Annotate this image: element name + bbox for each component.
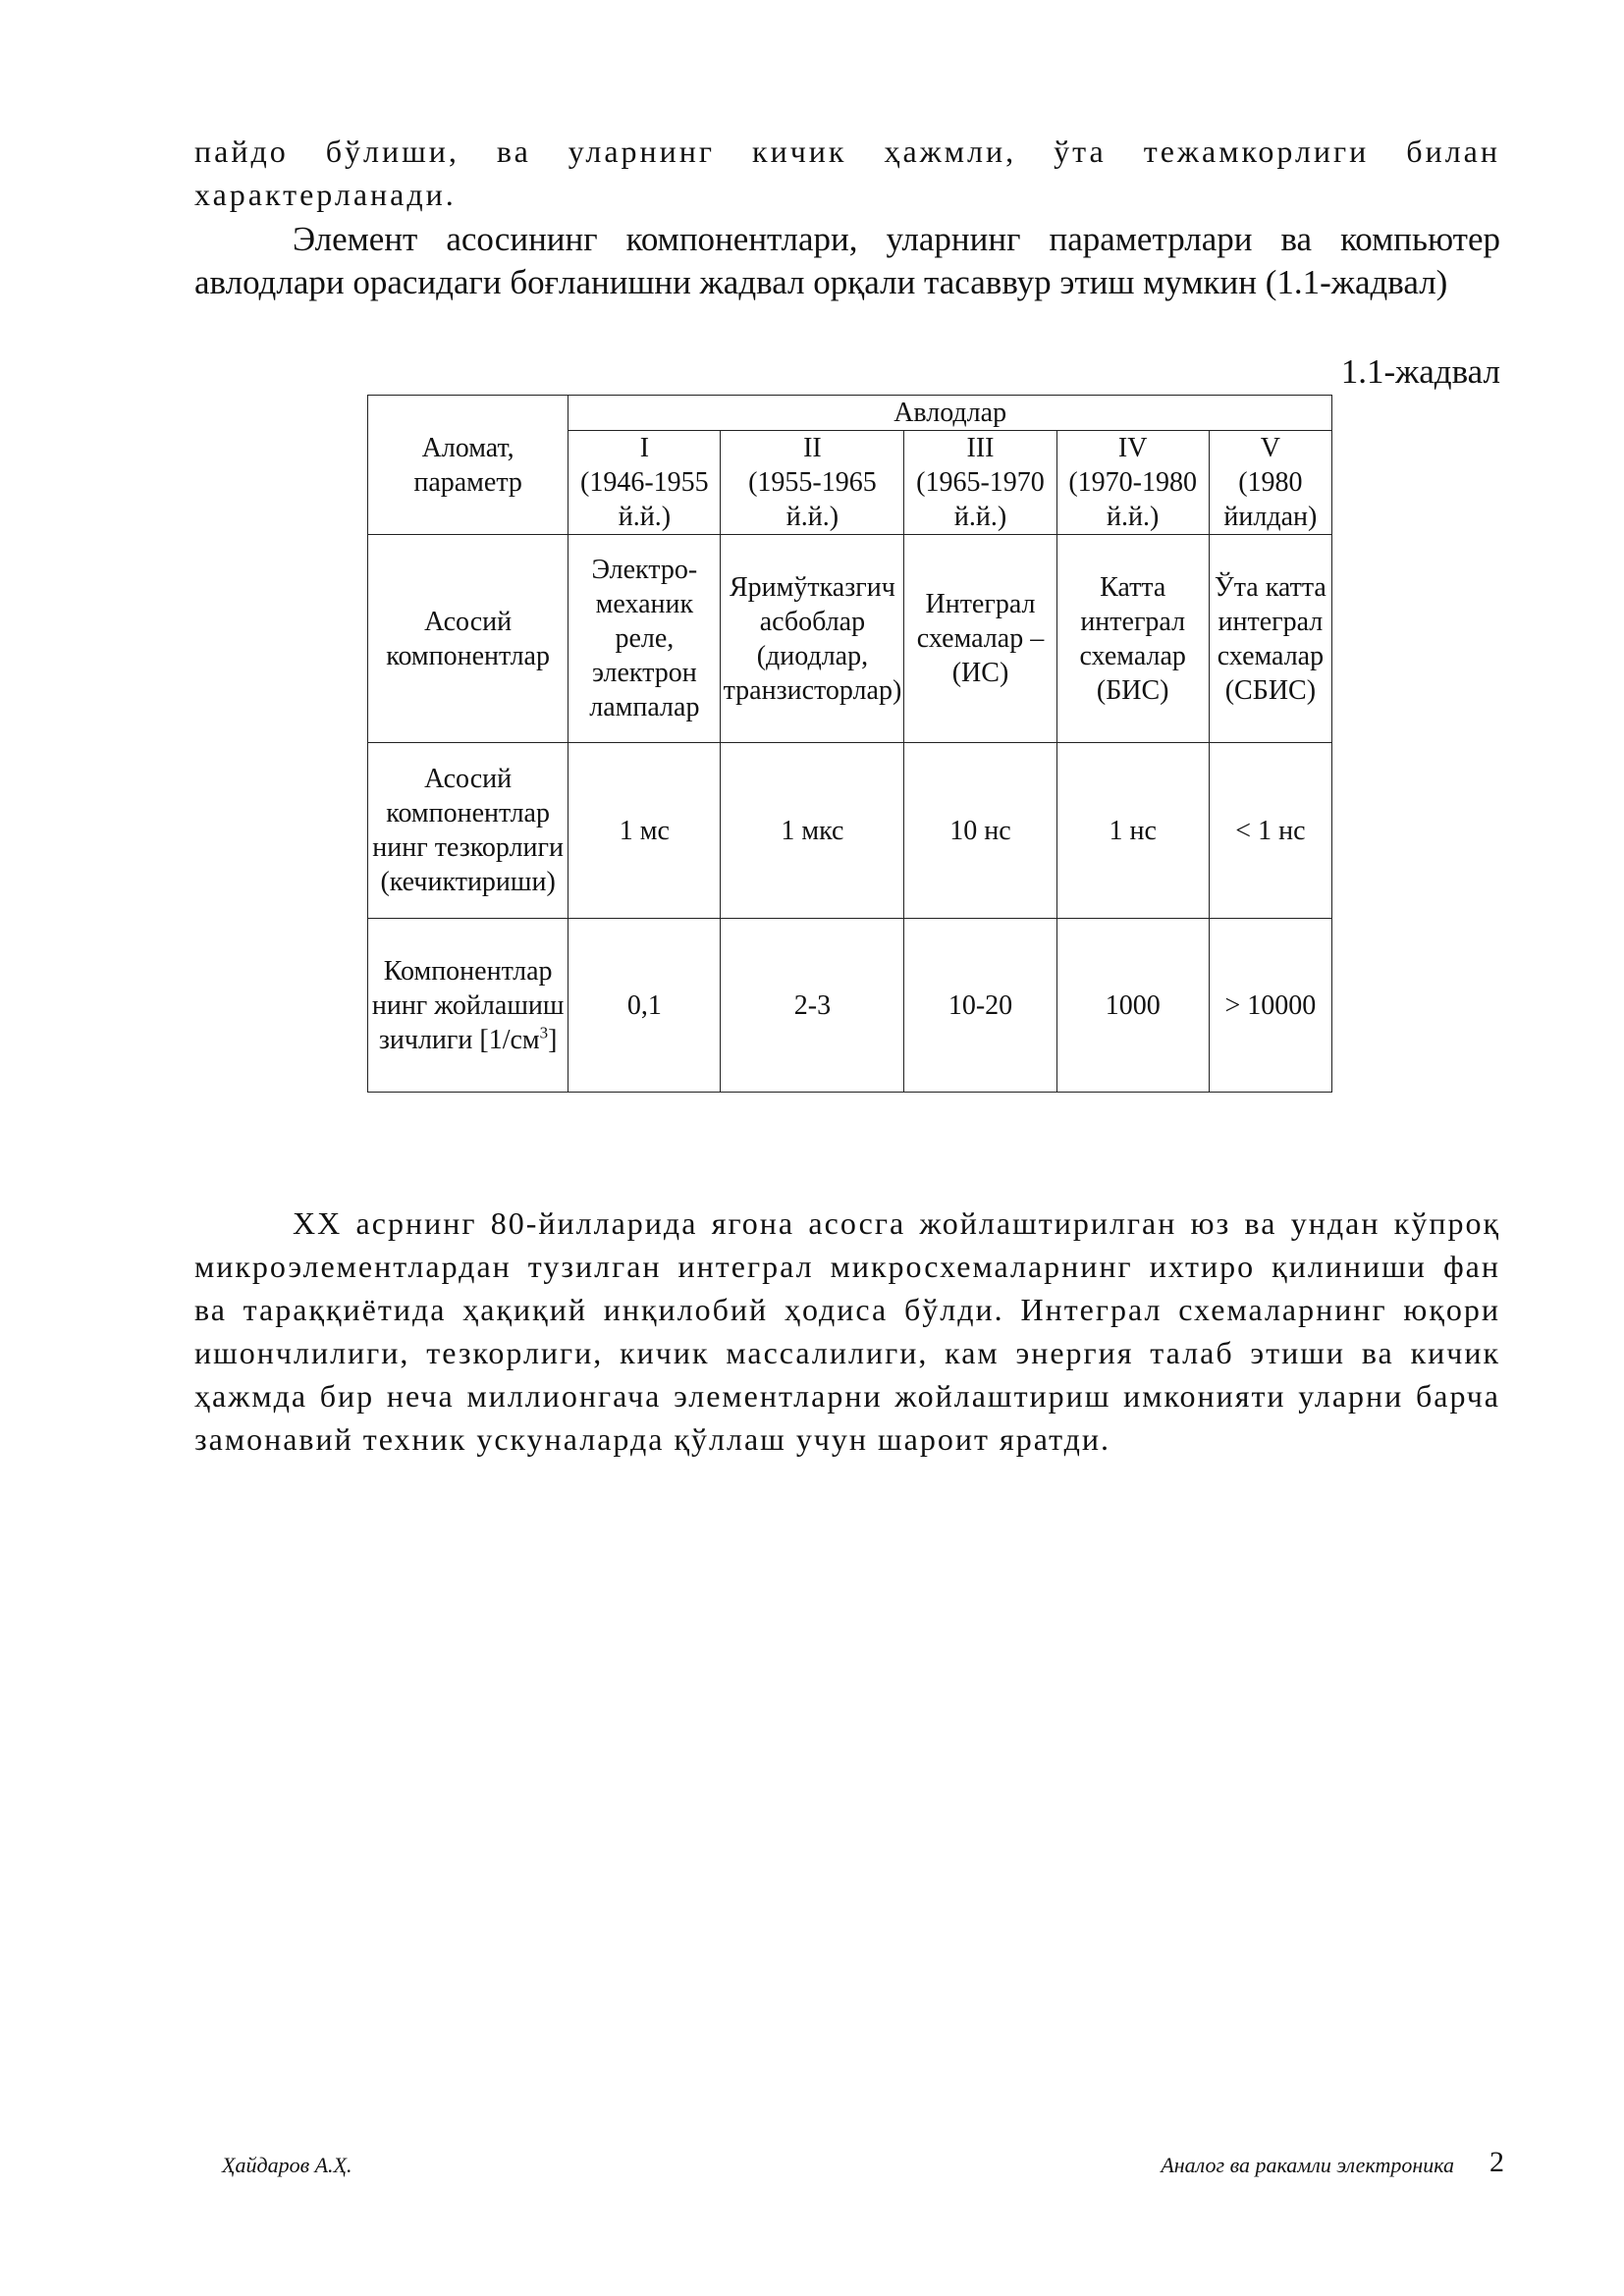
table-cell: 0,1	[568, 919, 721, 1093]
row-label-bracket: ]	[548, 1024, 558, 1055]
generation-years: (1980 йилдан)	[1223, 467, 1318, 532]
table-cell: Электро-механик реле, электрон лампалар	[568, 535, 721, 743]
generation-numeral: V	[1260, 433, 1281, 463]
generations-table	[367, 395, 1332, 1093]
generation-numeral: I	[639, 433, 650, 463]
table-cell: Ўта катта интеграл схемалар (СБИС)	[1209, 535, 1331, 743]
table-cell: Интеграл схемалар – (ИС)	[904, 535, 1056, 743]
generation-years: (1965-1970 й.й.)	[916, 467, 1045, 532]
row-label-cell	[368, 919, 568, 1093]
row-label-cell: Асосий компонентлар	[368, 535, 568, 743]
page-number: 2	[1489, 2146, 1504, 2178]
row-label-cell: Асосий компонентлар нинг тезкорлиги (кечиктириши)	[368, 743, 568, 919]
generation-header-cell	[721, 431, 904, 535]
table-cell: 1 мс	[568, 743, 721, 919]
table-header-row	[368, 396, 1332, 431]
footer-author: Ҳайдаров А.Ҳ.	[222, 2153, 352, 2177]
table-cell: Яримўтказгич асбоблар (диодлар, транзисторлар)	[721, 535, 904, 743]
generation-numeral: III	[966, 433, 995, 463]
table-row	[368, 919, 1332, 1093]
param-header-cell: Аломат, параметр	[368, 396, 568, 535]
generation-years: (1946-1955 й.й.)	[580, 467, 709, 532]
generation-numeral: IV	[1117, 433, 1148, 463]
generation-numeral: II	[803, 433, 822, 463]
table-caption: 1.1-жадвал	[1340, 352, 1500, 391]
paragraph-top: пайдо бўлиши, ва уларнинг кичик ҳажмли, ўта тежамкорлиги билан характерланади.	[194, 133, 1500, 212]
table-cell: 10-20	[904, 919, 1056, 1093]
table-cell: 1000	[1056, 919, 1209, 1093]
row-label-text: Компонентлар нинг жойлашиш зичлиги [1/см	[371, 955, 565, 1055]
table-cell: 1 мкс	[721, 743, 904, 919]
generations-header-cell: Авлодлар	[568, 396, 1332, 431]
generation-header-cell	[904, 431, 1056, 535]
generation-header-cell	[568, 431, 721, 535]
footer-book-title: Аналог ва ракамли электроника	[1161, 2153, 1454, 2177]
row-label-superscript: 3	[539, 1023, 549, 1042]
table-cell: < 1 нс	[1209, 743, 1331, 919]
table-cell: 1 нс	[1056, 743, 1209, 919]
generation-years: (1955-1965 й.й.)	[748, 467, 877, 532]
table-cell: Катта интеграл схемалар (БИС)	[1056, 535, 1209, 743]
table-cell: 2-3	[721, 919, 904, 1093]
generation-header-cell	[1056, 431, 1209, 535]
table-row	[368, 535, 1332, 743]
table-cell: > 10000	[1209, 919, 1331, 1093]
generation-header-cell	[1209, 431, 1331, 535]
generation-years: (1970-1980 й.й.)	[1068, 467, 1198, 532]
table-cell: 10 нс	[904, 743, 1056, 919]
table-row	[368, 743, 1332, 919]
paragraph-intro: Элемент асосининг компонентлари, уларнинг параметрлари ва компьютер авлодлари орасидаги боғланишни жадвал орқали тасаввур этиш мумкин (1.1-жадвал)	[194, 220, 1500, 301]
paragraph-bottom: XX асрнинг 80-йилларида ягона асосга жойлаштирилган юз ва ундан кўпроқ микроэлементлардан тузилган интеграл микросхемаларнинг ихтиро қилиниши фан ва тараққиётида ҳақиқий инқилобий ҳодиса бўлди. Интеграл схемаларнинг юқори ишончлилиги, тезкорлиги, кичик массалилиги, кам энергия талаб этиши ва кичик ҳажмда бир неча миллионгача элементларни жойлаштириш имконияти уларни барча замонавий техник ускуналарда қўллаш учун шароит яратди.	[194, 1205, 1500, 1457]
